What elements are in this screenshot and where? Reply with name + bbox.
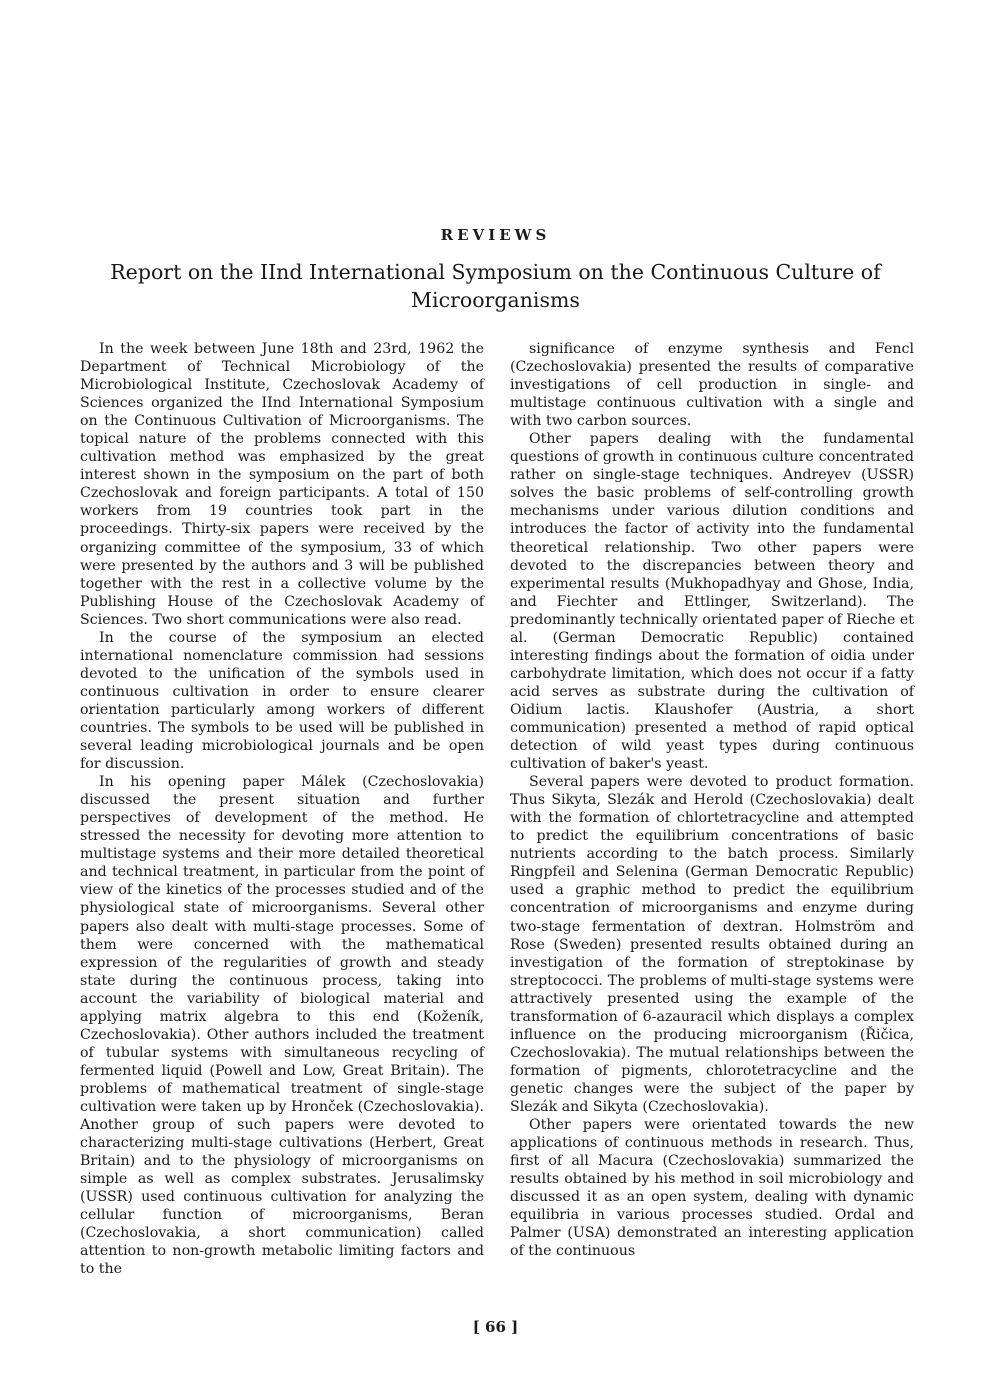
paragraph: Other papers dealing with the fundamental questions of growth in continuous culture concentrated rather on single-stage techniques. Andreyev (USSR) solves the basic problems of self-controlling growth mechanisms under various dilution conditions and introduces the factor of activity into the fundamental theoretical relationship. Two other papers were devoted to the discrepancies between theory and experimental results (Mukhopadhyay and Ghose, India, and Fiechter and Ettlinger, Switzerland). The predominantly technically orientated paper of Rieche et al. (German Democratic Republic) contained interesting findings about the formation of oidia under carbohydrate limitation, which does not occur if a fatty acid serves as substrate during the cultivation of Oidium lactis. Klaushofer (Austria, a short communication) presented a method of rapid optical detection of wild yeast types during continuous cultivation of baker's yeast.: [510, 431, 914, 773]
right-column: [510, 340, 914, 1260]
paragraph: In his opening paper Málek (Czechoslovakia) discussed the present situation and further perspectives of development of the method. He stressed the necessity for devoting more attention to multistage systems and their more detailed theoretical and technical treatment, in particular from the point of view of the kinetics of the processes studied and of the physiological state of microorganisms. Several other papers also dealt with multi-stage processes. Some of them were concerned with the mathematical expression of the regularities of growth and steady state during the continuous process, taking into account the variability of biological material and applying matrix algebra to this end (Koženík, Czechoslovakia). Other authors included the treatment of tubular systems with simultaneous recycling of fermented liquid (Powell and Low, Great Britain). The problems of mathematical treatment of single-stage cultivation were taken up by Hronček (Czechoslovakia). Another group of such papers were devoted to characterizing multi-stage cultivations (Herbert, Great Britain) and to the physiology of microorganisms on simple as well as complex substrates. Jerusalimsky (USSR) used continuous cultivation for analyzing the cellular function of microorganisms, Beran (Czechoslovakia, a short communication) called attention to non-growth metabolic limiting factors and to the: [80, 774, 484, 1278]
page-number: [ 66 ]: [472, 1318, 519, 1336]
article-title: Report on the IInd International Symposium on the Continuous Culture of Microorganisms: [110, 260, 881, 312]
paragraph: In the week between June 18th and 23rd, 1962 the Department of Technical Microbiology of the Microbiological Institute, Czechoslovak Academy of Sciences organized the IInd International Symposium on the Continuous Cultivation of Microorganisms. The topical nature of the problems connected with this cultivation method was emphasized by the great interest shown in the symposium on the part of both Czechoslovak and foreign participants. A total of 150 workers from 19 countries took part in the proceedings. Thirty-six papers were received by the organizing committee of the symposium, 33 of which were presented by the authors and 3 will be published together with the rest in a collective volume by the Publishing House of the Czechoslovak Academy of Sciences. Two short communications were also read.: [80, 341, 484, 628]
section-label: REVIEWS: [440, 226, 551, 244]
left-column: [80, 340, 484, 1278]
paragraph: Other papers were orientated towards the new applications of continuous methods in research. Thus, first of all Macura (Czechoslovakia) summarized the results obtained by his method in soil microbiology and discussed it as an open system, dealing with dynamic equilibria in various processes studied. Ordal and Palmer (USA) demonstrated an interesting application of the continuous: [510, 1117, 914, 1260]
paragraph: In the course of the symposium an elected international nomenclature commission had sessions devoted to the unification of the symbols used in continuous cultivation in order to ensure clearer orientation particularly among workers of different countries. The symbols to be used will be published in several leading microbiological journals and be open for discussion.: [80, 629, 484, 773]
paragraph: Several papers were devoted to product formation. Thus Sikyta, Slezák and Herold (Czechoslovakia) dealt with the formation of chlortetracycline and attempted to predict the equilibrium concentrations of basic nutrients according to the batch process. Similarly Ringpfeil and Selenina (German Democratic Republic) used a graphic method to predict the equilibrium concentration of microorganisms and enzyme during two-stage fermentation of dextran. Holmström and Rose (Sweden) presented results obtained during an investigation of the formation of streptokinase by streptococci. The problems of multi-stage systems were attractively presented using the example of the transformation of 6-azauracil which displays a complex influence on the producing microorganism (Řičica, Czechoslovakia). The mutual relationships between the formation of pigments, chlorotetracycline and the genetic changes were the subject of the paper by Slezák and Sikyta (Czechoslovakia).: [510, 774, 914, 1115]
paragraph: significance of enzyme synthesis and Fencl (Czechoslovakia) presented the results of comparative investigations of cell production in single- and multistage continuous cultivation with a single and with two carbon sources.: [510, 341, 914, 430]
